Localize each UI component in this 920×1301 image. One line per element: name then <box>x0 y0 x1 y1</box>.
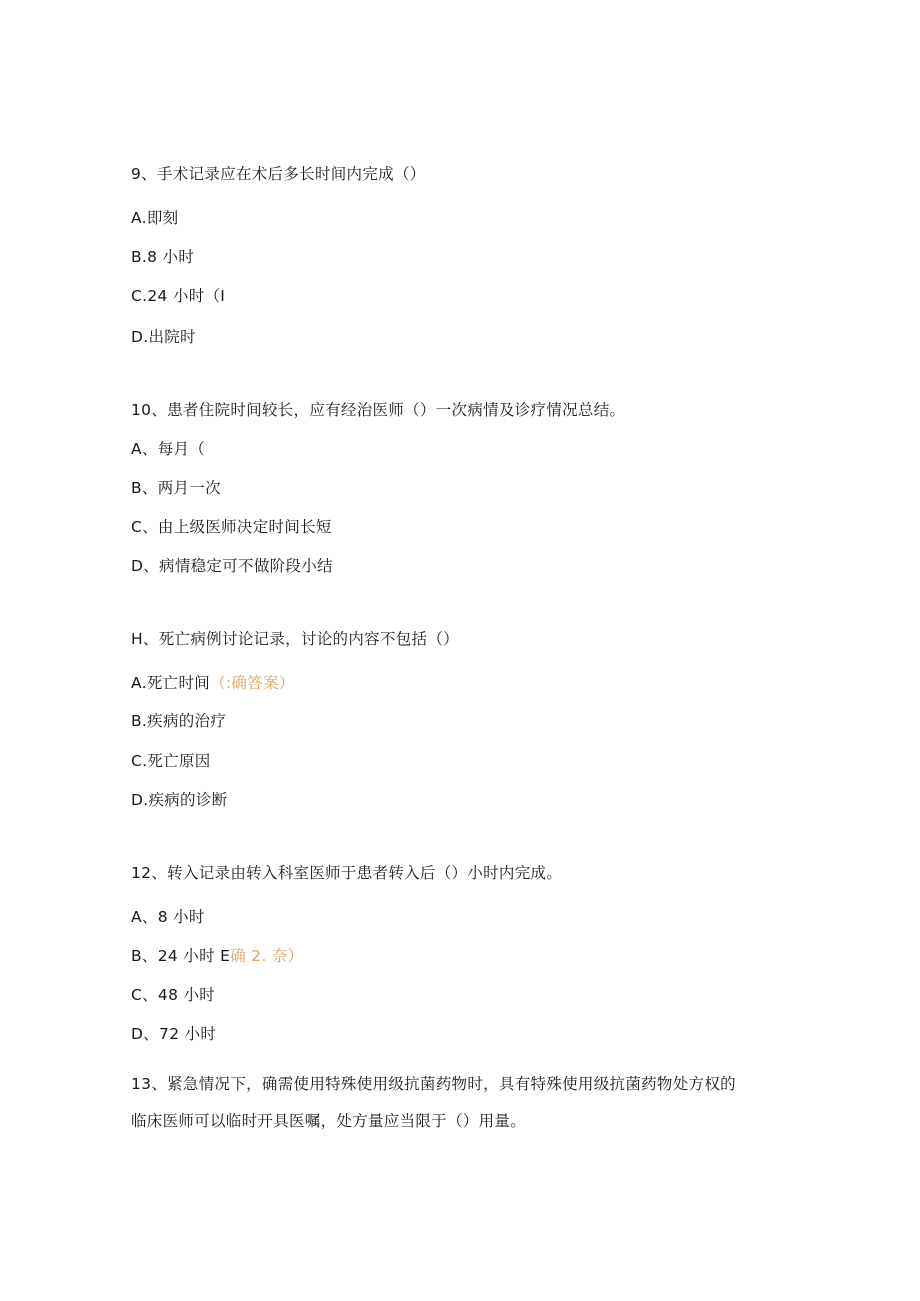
option-text: A.死亡时间 <box>131 674 211 692</box>
question-11-option-c: C.死亡原因 <box>131 752 211 770</box>
question-10-option-d: D、病情稳定可不做阶段小结 <box>131 557 333 575</box>
question-12-stem: 12、转入记录由转入科室医师于患者转入后（）小时内完成。 <box>131 864 563 882</box>
answer-mark: （:确答案） <box>210 674 295 692</box>
question-13-stem-line-1: 13、紧急情况下，确需使用特殊使用级抗菌药物时，具有特殊使用级抗菌药物处方权的 <box>131 1075 736 1093</box>
question-9-option-c: C.24 小时（I <box>131 287 226 305</box>
question-9-stem: 9、手术记录应在术后多长时间内完成（） <box>131 165 426 183</box>
question-10-stem: 10、患者住院时间较长，应有经治医师（）一次病情及诊疗情况总结。 <box>131 401 626 419</box>
question-11-option-d: D.疾病的诊断 <box>131 791 228 809</box>
question-11-stem: H、死亡病例讨论记录，讨论的内容不包括（） <box>131 630 459 648</box>
question-12-option-d: D、72 小时 <box>131 1025 217 1043</box>
answer-mark: 确 2. 奈） <box>230 947 304 965</box>
question-10-option-a: A、每月（ <box>131 440 206 458</box>
question-11-option-b: B.疾病的治疗 <box>131 712 227 730</box>
question-9-option-a: A.即刻 <box>131 209 179 227</box>
question-12-option-c: C、48 小时 <box>131 986 216 1004</box>
question-12-option-b <box>131 946 303 966</box>
question-10-option-b: B、两月一次 <box>131 479 221 497</box>
question-11-option-a <box>131 673 295 693</box>
question-10-option-c: C、由上级医师决定时间长短 <box>131 518 332 536</box>
option-text: B、24 小时 E <box>131 947 231 965</box>
question-12-option-a: A、8 小时 <box>131 908 205 926</box>
question-9-option-b: B.8 小时 <box>131 248 195 266</box>
question-9-option-d: D.出院时 <box>131 328 196 346</box>
question-13-stem-line-2: 临床医师可以临时开具医嘱，处方量应当限于（）用量。 <box>131 1112 527 1130</box>
